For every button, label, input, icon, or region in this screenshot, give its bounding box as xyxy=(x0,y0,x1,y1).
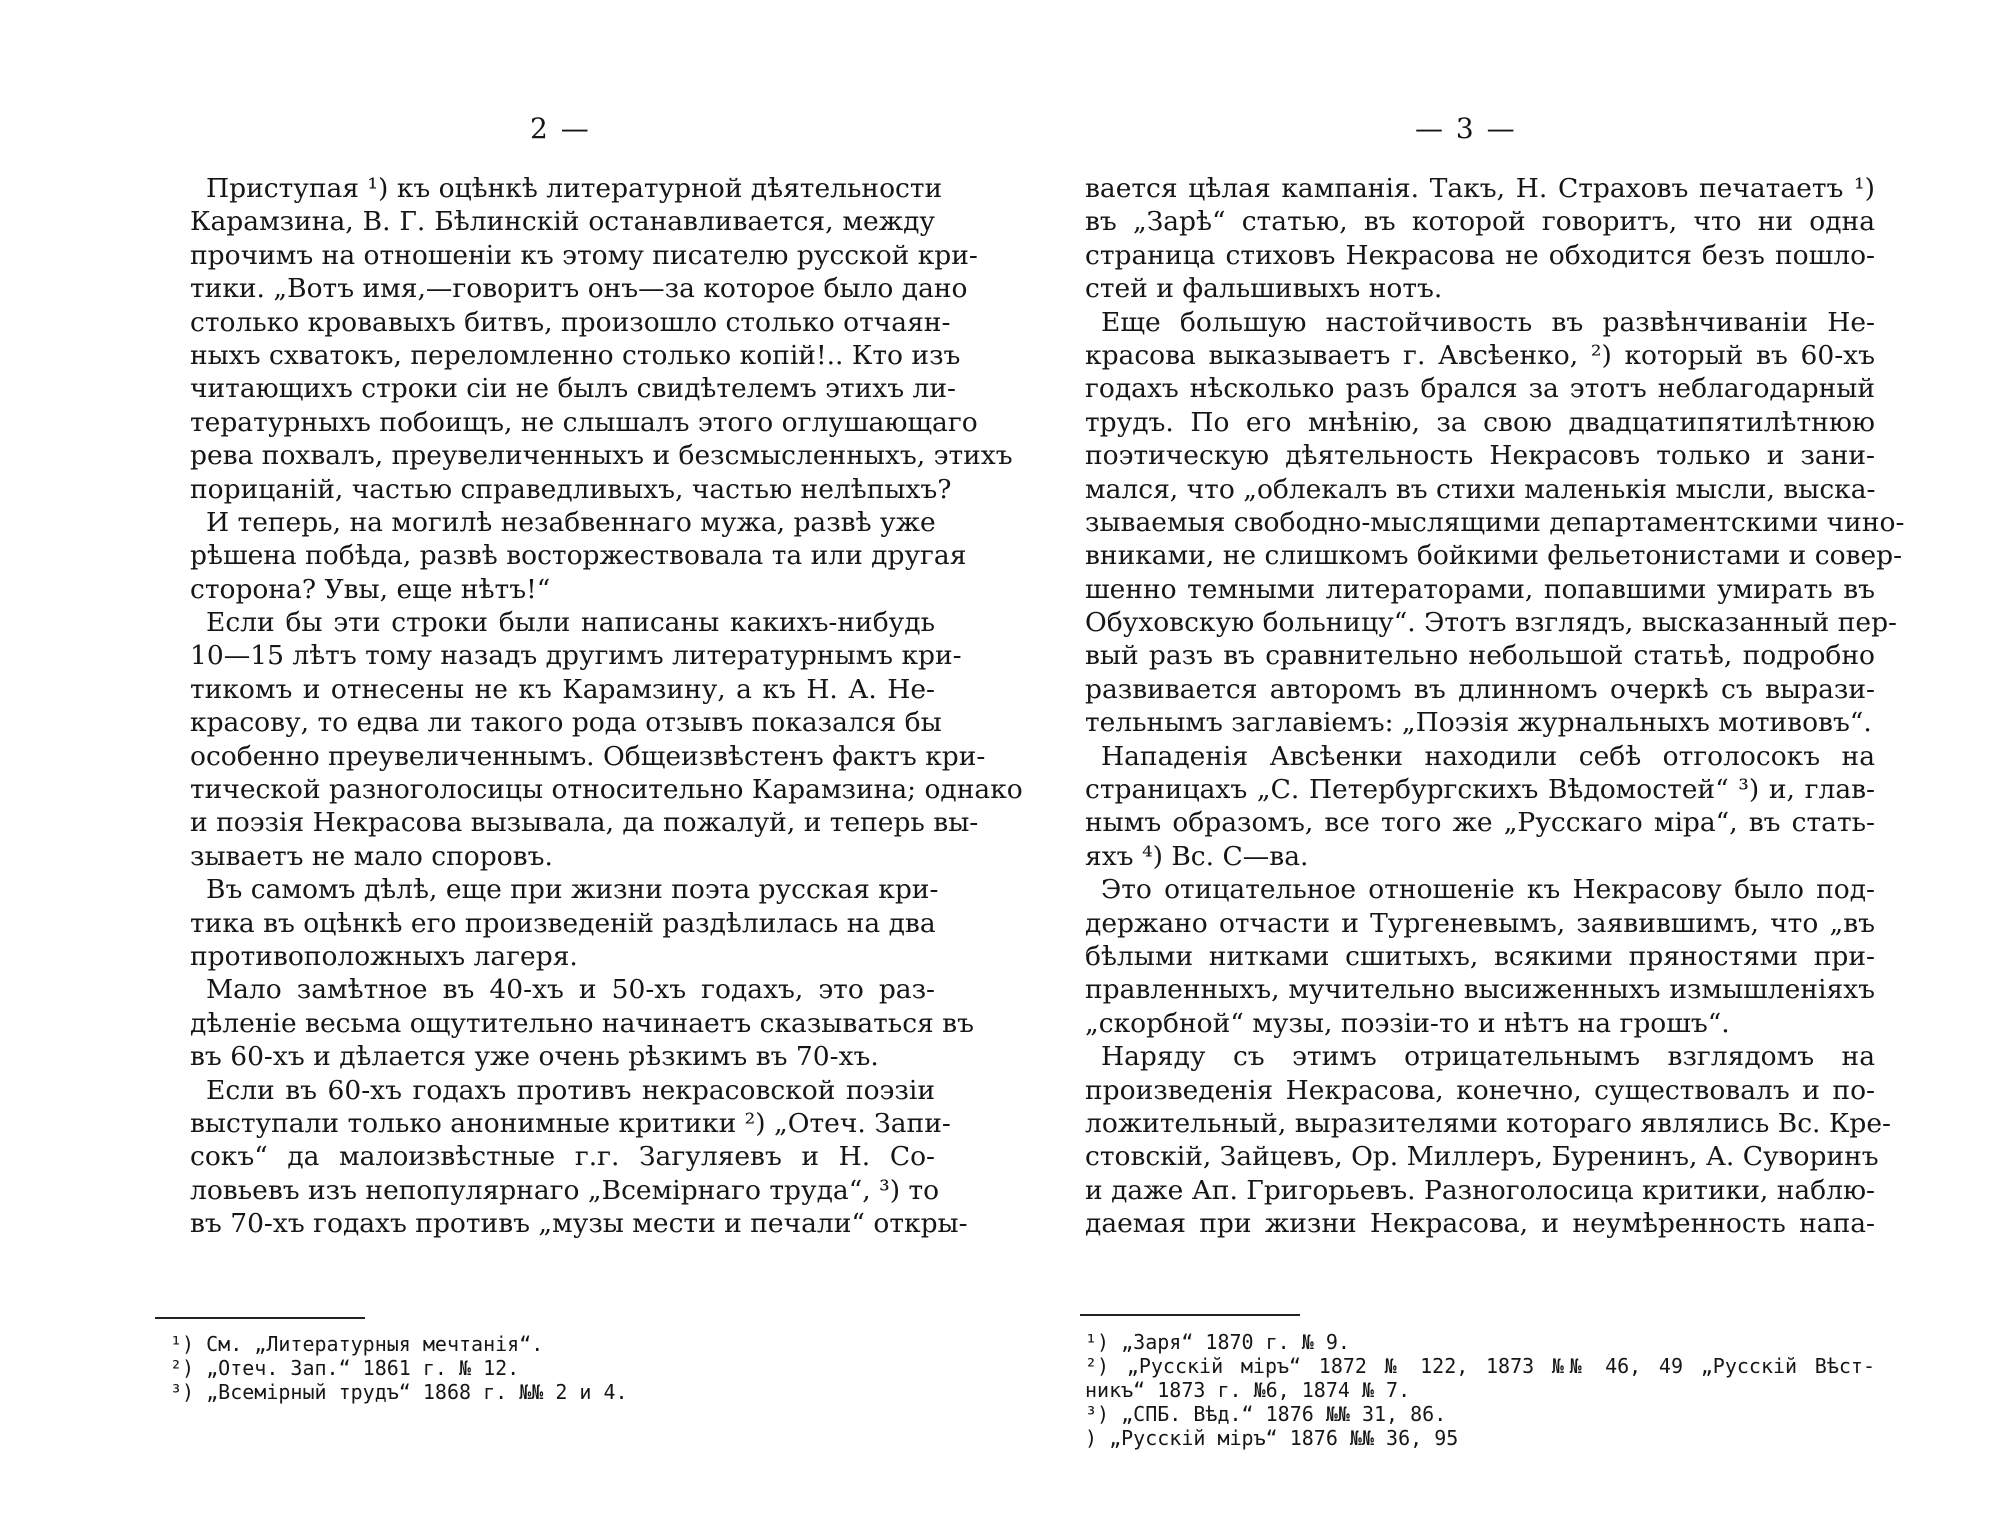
text-line: вый разъ въ сравнительно небольшой статьѣ, подробно xyxy=(1085,640,1875,672)
text-line: Если бы эти строки были написаны какихъ-нибудь xyxy=(206,607,935,639)
text-line: нымъ образомъ, все того же „Русскаго міра“, въ стать- xyxy=(1085,807,1875,839)
text-line: бѣлыми нитками сшитыхъ, всякими пряностями при- xyxy=(1085,940,1875,972)
paragraph xyxy=(1085,740,1875,874)
text-line: ныхъ схватокъ, переломленно столько копій!.. Кто изъ xyxy=(190,339,961,371)
footnotes xyxy=(170,1332,790,1404)
text-line: 10—15 лѣтъ тому назадъ другимъ литературнымъ кри- xyxy=(190,640,962,672)
paragraph xyxy=(190,973,974,1073)
text-line: порицаній, частью справедливыхъ, частью нелѣпыхъ? xyxy=(190,473,952,505)
text-line: Въ самомъ дѣлѣ, еще при жизни поэта русская кри- xyxy=(206,874,939,906)
text-line: Если въ 60-хъ годахъ противъ некрасовской поэзіи xyxy=(206,1074,935,1106)
text-line: Обуховскую больницу“. Этотъ взглядъ, высказанный пер- xyxy=(1085,607,1898,639)
text-line: правленныхъ, мучительно высиженныхъ измышленіяхъ xyxy=(1085,974,1875,1006)
text-line: и поэзія Некрасова вызывала, да пожалуй, и теперь вы- xyxy=(190,807,979,839)
text-line: вниками, не слишкомъ бойкими фельетонистами и совер- xyxy=(1085,540,1903,572)
text-line: читающихъ строки сіи не былъ свидѣтелемъ этихъ ли- xyxy=(190,373,956,405)
text-line: Приступая ¹) къ оцѣнкѣ литературной дѣятельности xyxy=(206,173,943,204)
text-line: выступали только анонимные критики ²) „Отеч. Запи- xyxy=(190,1107,951,1139)
text-line: особенно преувеличеннымъ. Общеизвѣстенъ фактъ кри- xyxy=(190,740,986,772)
footnote-divider xyxy=(155,1317,365,1319)
text-line: трудъ. По его мнѣнію, за свою двадцатипятилѣтнюю xyxy=(1085,406,1875,438)
page-body xyxy=(1085,172,1905,1241)
footnote-divider xyxy=(1080,1314,1300,1316)
text-line: И теперь, на могилѣ незабвеннаго мужа, развѣ уже xyxy=(206,506,936,538)
text-line: тикомъ и отнесены не къ Карамзину, а къ Н. А. Не- xyxy=(190,673,935,705)
footnote: ²) „Отеч. Зап.“ 1861 г. № 12. xyxy=(170,1356,520,1380)
text-line: тельнымъ заглавіемъ: „Поэзія журнальныхъ мотивовъ“. xyxy=(1085,707,1872,739)
page-number: 2 — xyxy=(530,112,591,145)
text-line: тической разноголосицы относительно Карамзина; однако xyxy=(190,774,1023,806)
text-line: произведенія Некрасова, конечно, существовалъ и по- xyxy=(1085,1074,1875,1106)
text-line: „скорбной“ музы, поэзіи-то и нѣтъ на грошъ“. xyxy=(1085,1007,1730,1039)
text-line: держано отчасти и Тургеневымъ, заявившимъ, что „въ xyxy=(1085,907,1875,939)
text-line: яхъ ⁴) Вс. С—ва. xyxy=(1085,840,1309,872)
footnote: ¹) „Заря“ 1870 г. № 9. xyxy=(1085,1330,1350,1354)
text-line: въ 60-хъ и дѣлается уже очень рѣзкимъ въ 70-хъ. xyxy=(190,1041,879,1073)
paragraph xyxy=(1085,306,1905,740)
footnotes xyxy=(1085,1330,1875,1450)
paragraph xyxy=(190,873,939,973)
text-line: стовскій, Зайцевъ, Ор. Миллеръ, Буренинъ, А. Суворинъ xyxy=(1085,1141,1879,1173)
text-line: тика въ оцѣнкѣ его произведеній раздѣлилась на два xyxy=(190,907,936,939)
text-line: и даже Ап. Григорьевъ. Разноголосица критики, наблю- xyxy=(1085,1174,1875,1206)
footnote: никъ“ 1873 г. №6, 1874 № 7. xyxy=(1085,1378,1411,1402)
text-line: столько кровавыхъ битвъ, произошло столько отчаян- xyxy=(190,306,951,338)
text-line: Мало замѣтное въ 40-хъ и 50-хъ годахъ, это раз- xyxy=(206,974,935,1006)
text-line: страница стиховъ Некрасова не обходится безъ пошло- xyxy=(1085,239,1875,271)
text-line: рѣшена побѣда, развѣ восторжествовала та или другая xyxy=(190,540,967,572)
footnote: ¹) См. „Литературныя мечтанія“. xyxy=(170,1332,544,1356)
text-line: въ „Зарѣ“ статью, въ которой говоритъ, что ни одна xyxy=(1085,206,1875,238)
text-line: стей и фальшивыхъ нотъ. xyxy=(1085,273,1443,305)
page-number: — 3 — xyxy=(1415,112,1517,145)
paragraph xyxy=(190,172,1013,506)
text-line: сокъ“ да малоизвѣстные г.г. Загуляевъ и Н. Со- xyxy=(190,1141,935,1173)
text-line: дѣленіе весьма ощутительно начинаетъ сказываться въ xyxy=(190,1007,974,1039)
paragraph xyxy=(1085,1040,1891,1240)
text-line: поэтическую дѣятельность Некрасовъ только и зани- xyxy=(1085,440,1875,472)
text-line: страницахъ „С. Петербургскихъ Вѣдомостей“ ³) и, глав- xyxy=(1085,774,1875,806)
text-line: Нападенія Авсѣенки находили себѣ отголосокъ на xyxy=(1101,740,1875,772)
text-line: красову, то едва ли такого рода отзывъ показался бы xyxy=(190,707,942,739)
text-line: тературныхъ побоищъ, не слышалъ этого оглушающаго xyxy=(190,406,978,438)
paragraph xyxy=(190,506,967,606)
text-line: Еще большую настойчивость въ развѣнчиваніи Не- xyxy=(1101,306,1875,338)
text-line: годахъ нѣсколько разъ брался за этотъ неблагодарный xyxy=(1085,373,1875,405)
text-line: противоположныхъ лагеря. xyxy=(190,940,578,972)
text-line: вается цѣлая кампанія. Такъ, Н. Страховъ печатаетъ ¹) xyxy=(1085,173,1875,204)
footnote: ²) „Русскій міръ“ 1872 № 122, 1873 №№ 46, 49 „Русскій Вѣст- xyxy=(1085,1354,1875,1378)
text-line: тики. „Вотъ имя,—говоритъ онъ—за которое было дано xyxy=(190,273,968,305)
text-line: прочимъ на отношеніи къ этому писателю русской кри- xyxy=(190,239,978,271)
paragraph xyxy=(1085,172,1875,306)
text-line: Это отицательное отношеніе къ Некрасову было под- xyxy=(1101,874,1875,906)
footnote: ³) „Всемірный трудъ“ 1868 г. №№ 2 и 4. xyxy=(170,1380,628,1404)
text-line: шенно темными литераторами, попавшими умирать въ xyxy=(1085,573,1875,605)
text-line: Наряду съ этимъ отрицательнымъ взглядомъ на xyxy=(1101,1041,1875,1073)
text-line: развивается авторомъ въ длинномъ очеркѣ съ вырази- xyxy=(1085,673,1875,705)
text-line: мался, что „облекалъ въ стихи маленькія мысли, выска- xyxy=(1085,473,1876,505)
paragraph xyxy=(1085,873,1875,1040)
text-line: ложительный, выразителями котораго являлись Вс. Кре- xyxy=(1085,1107,1891,1139)
text-line: рева похвалъ, преувеличенныхъ и безсмысленныхъ, этихъ xyxy=(190,440,1013,472)
paragraph xyxy=(190,606,1023,873)
page-body xyxy=(190,172,1023,1241)
text-line: зываемыя свободно-мыслящими департаментскими чино- xyxy=(1085,506,1905,538)
text-line: Карамзина, В. Г. Бѣлинскій останавливается, между xyxy=(190,206,935,238)
text-line: красова выказываетъ г. Авсѣенко, ²) который въ 60-хъ xyxy=(1085,339,1875,371)
text-line: въ 70-хъ годахъ противъ „музы мести и печали“ откры- xyxy=(190,1208,968,1240)
text-line: даемая при жизни Некрасова, и неумѣренность напа- xyxy=(1085,1208,1875,1240)
text-line: сторона? Увы, еще нѣтъ!“ xyxy=(190,573,551,605)
paragraph xyxy=(190,1074,968,1241)
text-line: ловьевъ изъ непопулярнаго „Всемірнаго труда“, ³) то xyxy=(190,1174,940,1206)
footnote: ) „Русскій міръ“ 1876 №№ 36, 95 xyxy=(1085,1426,1459,1450)
footnote: ³) „СПБ. Вѣд.“ 1876 №№ 31, 86. xyxy=(1085,1402,1447,1426)
text-line: зываетъ не мало споровъ. xyxy=(190,840,553,872)
